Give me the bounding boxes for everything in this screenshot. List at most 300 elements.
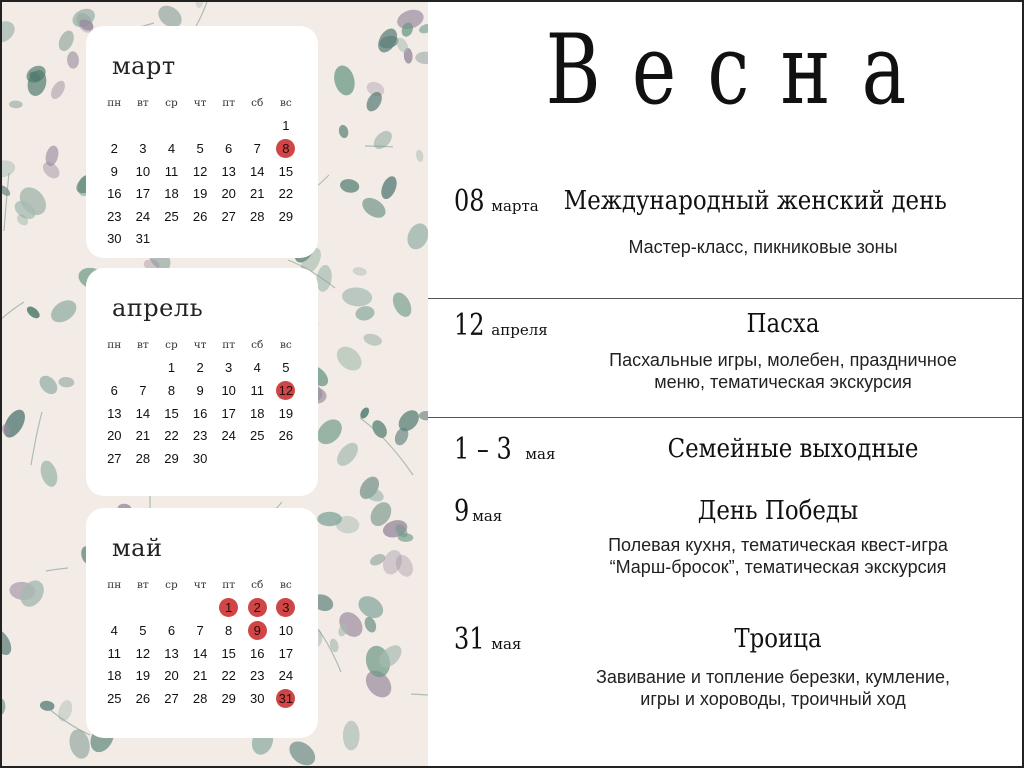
calendar-day-number: 30 [250,690,265,706]
leaf-shape [47,296,81,327]
calendar-day-number [191,229,210,248]
calendar-day [272,402,301,425]
calendar-day-number: 10 [221,382,236,398]
calendar-day-number: 27 [221,208,236,224]
leaf-stem [46,568,68,571]
calendar-day-number: 19 [192,186,208,202]
calendar-day-number: 2 [196,360,204,376]
calendar-empty-cell [272,447,301,470]
leaf-shape [195,0,204,8]
event-date-number: 31 [454,622,485,657]
weekday-label: пн [107,579,122,592]
calendar-day [129,447,158,470]
leaf-shape [36,372,61,397]
calendar-day [272,115,301,138]
calendar-day [243,687,272,710]
calendar-day-number: 11 [107,645,122,661]
calendar-day [157,664,186,687]
calendar-day [243,642,272,665]
calendar-day-number [105,598,124,617]
calendar-day-number [219,116,238,135]
leaf-shape [369,418,390,441]
leaf-shape [378,174,399,201]
calendar-day [243,619,272,642]
event-title: Международный женский день [563,186,947,216]
calendar-day [157,424,186,447]
weekday-label: чт [193,579,207,592]
calendar-day-number: 25 [107,690,122,706]
calendar-day [157,205,186,228]
calendar-day-number: 25 [164,208,179,224]
calendar-day-number: 23 [107,208,122,224]
calendar-day [214,182,243,205]
calendar-day-number: 30 [192,450,208,466]
leaf-shape [66,727,92,761]
calendar-day-number: 13 [164,645,179,661]
calendar-day-number: 9 [248,621,267,640]
calendar-empty-cell [129,115,158,138]
leaf-shape [332,342,366,376]
calendar-day-number: 7 [253,140,261,156]
calendar-day [157,687,186,710]
calendar-day-number [248,116,267,135]
calendar-empty-cell [243,115,272,138]
leaf-shape [352,266,367,277]
calendar-day [214,619,243,642]
calendar-day [272,424,301,447]
leaf-shape [38,459,61,489]
calendar-day [214,379,243,402]
leaf-shape [404,220,428,252]
calendar-day [129,182,158,205]
calendar-day-number: 19 [278,405,294,421]
weekday-label: пт [222,97,236,110]
event-description-line: Полевая кухня, тематическая квест-игра [608,535,948,555]
event-date-month: апреля [491,321,548,339]
calendar-day-number: 2 [248,598,267,617]
calendar-day [129,160,158,183]
leaf-stem [4,173,9,231]
calendar-day [100,205,129,228]
calendar-empty-cell [129,357,158,380]
calendar-day [157,402,186,425]
leaf-shape [362,332,383,348]
calendar-april [86,268,318,496]
divider [428,298,1024,299]
calendar-day-number: 16 [192,405,208,421]
calendar-day-number: 3 [225,360,233,376]
calendar-day [186,205,215,228]
leaf-shape [0,625,16,659]
calendar-empty-cell [243,447,272,470]
calendar-day-number: 17 [135,186,151,202]
weekday-label: сб [251,97,264,110]
month-name: апрель [112,294,204,322]
calendar-empty-cell [100,357,129,380]
calendar-day [129,687,158,710]
weekday-label: пн [107,339,122,352]
month-name: март [112,52,176,80]
event-description-line: Мастер-класс, пикниковые зоны [628,237,898,257]
leaf-shape [39,700,55,712]
leaf-shape [48,78,68,101]
calendar-day-number: 2 [110,140,118,156]
calendar-empty-cell [129,597,158,620]
calendar-day-number: 9 [110,163,118,179]
calendar-empty-cell [100,115,129,138]
calendar-grid [100,334,300,470]
event-description-line: “Марш-бросок”, тематическая экскурсия [609,557,947,577]
calendar-empty-cell [186,228,215,251]
leaf-shape [415,51,428,64]
calendar-day [272,642,301,665]
calendar-day-number: 15 [221,645,236,661]
calendar-day-number: 20 [107,428,122,444]
calendar-day-number: 18 [107,668,122,684]
calendar-day [100,619,129,642]
calendar-day-number: 6 [110,382,118,398]
calendar-day-number: 11 [164,163,179,179]
leaf-stem [0,302,24,350]
calendar-day-number: 10 [278,622,294,638]
calendar-day [243,137,272,160]
weekday-label: чт [193,97,207,110]
leaf-shape [56,28,77,53]
calendar-day-number: 9 [196,382,204,398]
leaf-shape [67,51,80,69]
calendar-day-number: 20 [221,186,236,202]
calendar-day [272,182,301,205]
calendar-day [100,228,129,251]
calendar-day [100,424,129,447]
calendar-day-number: 21 [135,428,151,444]
calendar-day-number: 6 [225,140,233,156]
calendar-may [86,508,318,738]
decorative-panel [0,0,428,768]
calendar-empty-cell [186,115,215,138]
calendar-day-number: 15 [278,163,294,179]
weekday-label: вс [279,579,292,592]
leaf-shape [339,178,360,195]
event-title: День Победы [697,496,859,526]
calendar-day-number: 1 [219,598,238,617]
calendar-day-number: 22 [278,186,294,202]
calendar-day [100,687,129,710]
event-description [528,666,1018,710]
calendar-day [186,160,215,183]
calendar-day-number: 8 [225,622,233,638]
calendar-day-number [219,229,238,248]
calendar-day [272,664,301,687]
leaf-shape [389,289,415,320]
calendar-day [129,402,158,425]
calendar-day-number: 17 [278,645,294,661]
calendar-day [100,160,129,183]
calendar-day [186,182,215,205]
calendar-day [272,160,301,183]
calendar-day [100,447,129,470]
calendar-day-number: 11 [250,382,265,398]
calendar-day-number: 27 [164,690,179,706]
calendar-day [186,137,215,160]
month-name: май [112,534,163,562]
calendar-day-number: 26 [135,690,151,706]
calendar-day-number: 26 [192,208,208,224]
event-description-line: игры и хороводы, троичный ход [640,689,906,709]
calendar-day [129,424,158,447]
calendar-day-number: 14 [250,163,265,179]
calendar-day-number: 25 [250,428,265,444]
calendar-day-number [133,598,152,617]
calendar-day [243,357,272,380]
event-date [454,494,502,529]
calendar-empty-cell [100,597,129,620]
calendar-day [214,137,243,160]
calendar-day [272,205,301,228]
calendar-day [186,664,215,687]
event-date-number: 08 [454,184,485,219]
event-date [454,432,555,467]
weekday-label: пн [107,97,122,110]
calendar-day [243,664,272,687]
calendar-day [157,182,186,205]
calendar-day [243,402,272,425]
calendar-day-number [248,449,267,468]
calendar-day-number: 7 [139,382,147,398]
weekday-label: вс [279,97,292,110]
calendar-day-number: 8 [276,139,295,158]
event-description [538,236,988,258]
page-title: Весна [545,14,938,126]
calendar-day [186,619,215,642]
event-date-month: мая [525,445,556,463]
calendar-day [214,402,243,425]
calendar-day [272,619,301,642]
calendar-empty-cell [243,228,272,251]
calendar-day-number [219,449,238,468]
weekday-label: ср [165,97,178,110]
divider [428,417,1024,418]
calendar-day-number: 5 [139,622,147,638]
calendar-day-number [105,116,124,135]
calendar-day-number: 3 [276,598,295,617]
calendar-day-number [162,598,181,617]
calendar-day-number: 22 [164,428,179,444]
event-date-number: 12 [454,308,485,343]
calendar-day-number: 22 [221,668,236,684]
calendar-day-number: 12 [135,645,151,661]
calendar-day [272,687,301,710]
calendar-day-number: 24 [221,428,236,444]
event-date-number: 1 – 3 [454,432,512,467]
calendar-day [186,357,215,380]
calendar-grid [100,574,300,710]
calendar-day-number: 16 [107,186,122,202]
leaf-shape [419,411,428,421]
calendar-day [186,642,215,665]
calendar-day [186,424,215,447]
calendar-day-number: 26 [278,428,294,444]
leaf-stem [365,146,393,147]
leaf-shape [354,304,376,322]
event-description-line: меню, тематическая экскурсия [654,372,912,392]
calendar-day-number [191,598,210,617]
calendar-day-number: 24 [135,208,151,224]
calendar-day-number: 8 [167,382,176,398]
calendar-day [129,205,158,228]
calendar-empty-cell [214,228,243,251]
weekday-label: вт [137,579,149,592]
calendar-day-number: 14 [135,405,151,421]
weekday-label: ср [165,579,178,592]
weekday-label: чт [193,339,207,352]
event-date-number: 9 [454,494,470,529]
calendar-empty-cell [157,597,186,620]
calendar-day-number: 31 [276,689,295,708]
calendar-day-number: 13 [107,405,122,421]
calendar-day [129,137,158,160]
calendar-day-number: 23 [192,428,208,444]
calendar-empty-cell [272,228,301,251]
calendar-day [214,357,243,380]
calendar-day-number: 1 [167,360,176,376]
calendar-day [157,447,186,470]
leaf-shape [56,698,75,723]
leaf-shape [25,304,42,320]
calendar-day [243,597,272,620]
calendar-empty-cell [157,228,186,251]
leaf-shape [317,512,342,526]
event-date [454,308,548,343]
calendar-day-number: 17 [221,405,236,421]
calendar-day [157,137,186,160]
leaf-shape [0,17,19,47]
calendar-day-number [276,229,295,248]
calendar-day-number [248,229,267,248]
calendar-day-number: 5 [282,360,290,376]
calendar-day-number: 4 [110,622,118,638]
leaf-shape [58,376,74,387]
calendar-day-number [133,116,152,135]
event-title: Пасха [746,309,820,339]
leaf-shape [370,127,395,152]
calendar-day [157,379,186,402]
event-date-month: мая [472,507,503,525]
calendar-day [129,228,158,251]
calendar-grid [100,92,300,250]
calendar-day [100,642,129,665]
calendar-day-number: 21 [250,186,265,202]
calendar-day [157,642,186,665]
weekday-label: пт [222,579,236,592]
calendar-day [100,182,129,205]
calendar-day [129,379,158,402]
leaf-shape [333,439,362,470]
calendar-day-number: 23 [250,668,265,684]
calendar-day [157,619,186,642]
calendar-day-number: 4 [167,140,176,156]
calendar-empty-cell [186,597,215,620]
calendar-day [214,642,243,665]
weekday-label: вт [137,97,149,110]
event-description [538,534,1018,578]
calendar-day-number: 31 [135,231,151,247]
calendar-day-number [105,358,124,377]
calendar-day [100,379,129,402]
calendar-day-number: 28 [192,690,208,706]
event-title: Семейные выходные [667,434,919,464]
leaf-shape [285,737,320,768]
leaf-stem [411,694,428,696]
calendar-day [272,597,301,620]
calendar-day [243,205,272,228]
event-date-month: мая [491,635,522,653]
calendar-day [214,597,243,620]
calendar-day-number: 4 [253,360,261,376]
calendar-day [129,642,158,665]
leaf-shape [341,286,373,307]
calendar-day [272,379,301,402]
calendar-day [129,619,158,642]
calendar-day [186,447,215,470]
leaf-shape [415,149,424,162]
weekday-label: ср [165,339,178,352]
calendar-day-number: 16 [250,645,265,661]
event-date [454,622,521,657]
calendar-day-number: 29 [221,690,236,706]
event-date-month: марта [491,197,539,215]
calendar-day [243,424,272,447]
calendar-day-number: 18 [164,186,179,202]
calendar-day-number [162,116,181,135]
calendar-day-number: 15 [164,405,179,421]
calendar-day [214,160,243,183]
event-description-line: Завивание и топление березки, кумление, [596,667,950,687]
calendar-day [157,160,186,183]
leaf-stem [31,412,42,465]
calendar-day-number: 29 [278,208,294,224]
calendar-day-number: 6 [167,622,176,638]
calendar-day-number: 18 [250,405,265,421]
calendar-empty-cell [157,115,186,138]
event-description [548,349,1018,393]
calendar-day-number: 12 [192,163,208,179]
calendar-empty-cell [214,447,243,470]
calendar-day [243,160,272,183]
weekday-label: пт [222,339,236,352]
calendar-day [186,379,215,402]
leaf-shape [0,698,6,717]
calendar-day [272,137,301,160]
calendar-march [86,26,318,258]
calendar-day-number: 20 [164,668,179,684]
leaf-shape [343,721,360,751]
calendar-day-number [191,116,210,135]
leaf-shape [363,615,379,634]
calendar-day [243,182,272,205]
leaf-shape [0,183,12,198]
calendar-day [243,379,272,402]
leaf-shape [331,63,358,97]
calendar-day-number: 19 [135,668,151,684]
weekday-label: вт [137,339,149,352]
weekday-label: сб [251,579,264,592]
calendar-day [100,402,129,425]
calendar-day-number: 28 [250,208,265,224]
event-description-line: Пасхальные игры, молебен, праздничное [609,350,957,370]
calendar-day-number: 28 [135,450,151,466]
calendar-day [157,357,186,380]
